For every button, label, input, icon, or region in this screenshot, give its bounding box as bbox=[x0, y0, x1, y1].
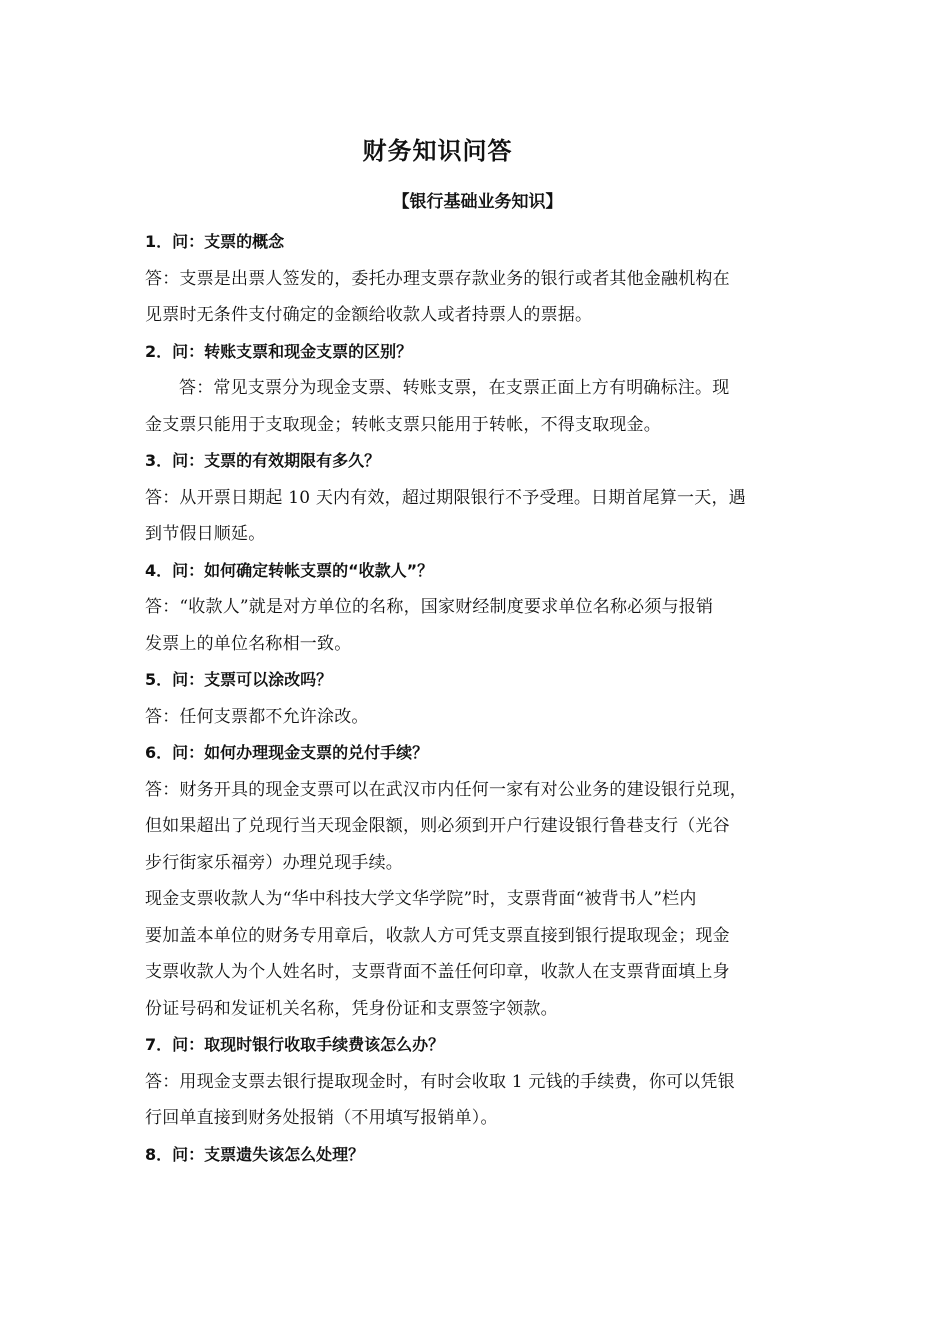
answer-line: 但如果超出了兑现行当天现金限额，则必须到开户行建设银行鲁巷支行（光谷 bbox=[145, 816, 730, 836]
answer-line: 步行街家乐福旁）办理兑现手续。 bbox=[145, 852, 403, 873]
question: 5．问：支票可以涂改吗？ bbox=[145, 670, 333, 689]
qa-item bbox=[145, 443, 810, 553]
answer bbox=[145, 589, 810, 662]
qa-item bbox=[145, 224, 810, 334]
answer-line: 金支票只能用于支取现金；转帐支票只能用于转帐，不得支取现金。 bbox=[145, 414, 661, 435]
document-title: 财务知识问答 bbox=[362, 137, 513, 165]
answer-line: 答：常见支票分为现金支票、转账支票，在支票正面上方有明确标注。现 bbox=[179, 378, 730, 398]
qa-item bbox=[145, 334, 810, 444]
question: 8．问：支票遗失该怎么处理？ bbox=[145, 1144, 365, 1164]
qa-item bbox=[145, 1027, 810, 1137]
answer bbox=[145, 1064, 810, 1137]
answer-line: 份证号码和发证机关名称，凭身份证和支票签字领款。 bbox=[145, 998, 558, 1019]
answer-line: 发票上的单位名称相一致。 bbox=[145, 633, 352, 654]
answer-line: 答：财务开具的现金支票可以在武汉市内任何一家有对公业务的建设银行兑现， bbox=[145, 779, 747, 800]
answer bbox=[145, 370, 810, 443]
answer-line: 要加盖本单位的财务专用章后，收款人方可凭支票直接到银行提取现金；现金 bbox=[145, 925, 730, 946]
question: 6．问：如何办理现金支票的兑付手续？ bbox=[145, 743, 429, 762]
answer-line: 答：从开票日期起 10 天内有效，超过期限银行不予受理。日期首尾算一天，遇 bbox=[145, 487, 746, 508]
answer-line: 答：用现金支票去银行提取现金时，有时会收取 1 元钱的手续费，你可以凭银 bbox=[145, 1071, 735, 1092]
answer bbox=[145, 261, 810, 334]
question: 7．问：取现时银行收取手续费该怎么办？ bbox=[145, 1035, 445, 1054]
qa-item bbox=[145, 1137, 810, 1174]
qa-list bbox=[145, 224, 810, 1173]
answer bbox=[145, 772, 810, 1028]
answer-line: 见票时无条件支付确定的金额给收款人或者持票人的票据。 bbox=[145, 305, 593, 325]
answer-line: 答：支票是出票人签发的，委托办理支票存款业务的银行或者其他金融机构在 bbox=[145, 268, 730, 289]
answer-line: 到节假日顺延。 bbox=[145, 524, 266, 544]
answer bbox=[145, 699, 810, 736]
answer-line: 答：任何支票都不允许涂改。 bbox=[145, 706, 369, 727]
answer-line: 行回单直接到财务处报销（不用填写报销单）。 bbox=[145, 1108, 498, 1128]
answer bbox=[145, 480, 810, 553]
section-heading: 【银行基础业务知识】 bbox=[392, 192, 563, 212]
question: 2．问：转账支票和现金支票的区别？ bbox=[145, 341, 413, 361]
qa-item bbox=[145, 662, 810, 735]
qa-item bbox=[145, 735, 810, 1027]
answer-line: 支票收款人为个人姓名时，支票背面不盖任何印章，收款人在支票背面填上身 bbox=[145, 962, 730, 982]
question: 1．问：支票的概念 bbox=[145, 232, 285, 251]
answer-line: 答：“收款人”就是对方单位的名称，国家财经制度要求单位名称必须与报销 bbox=[145, 597, 714, 617]
question: 3．问：支票的有效期限有多久？ bbox=[145, 451, 381, 470]
answer-line: 现金支票收款人为“华中科技大学文华学院”时，支票背面“被背书人”栏内 bbox=[145, 889, 697, 909]
question: 4．问：如何确定转帐支票的“收款人”？ bbox=[145, 560, 434, 580]
qa-item bbox=[145, 553, 810, 663]
